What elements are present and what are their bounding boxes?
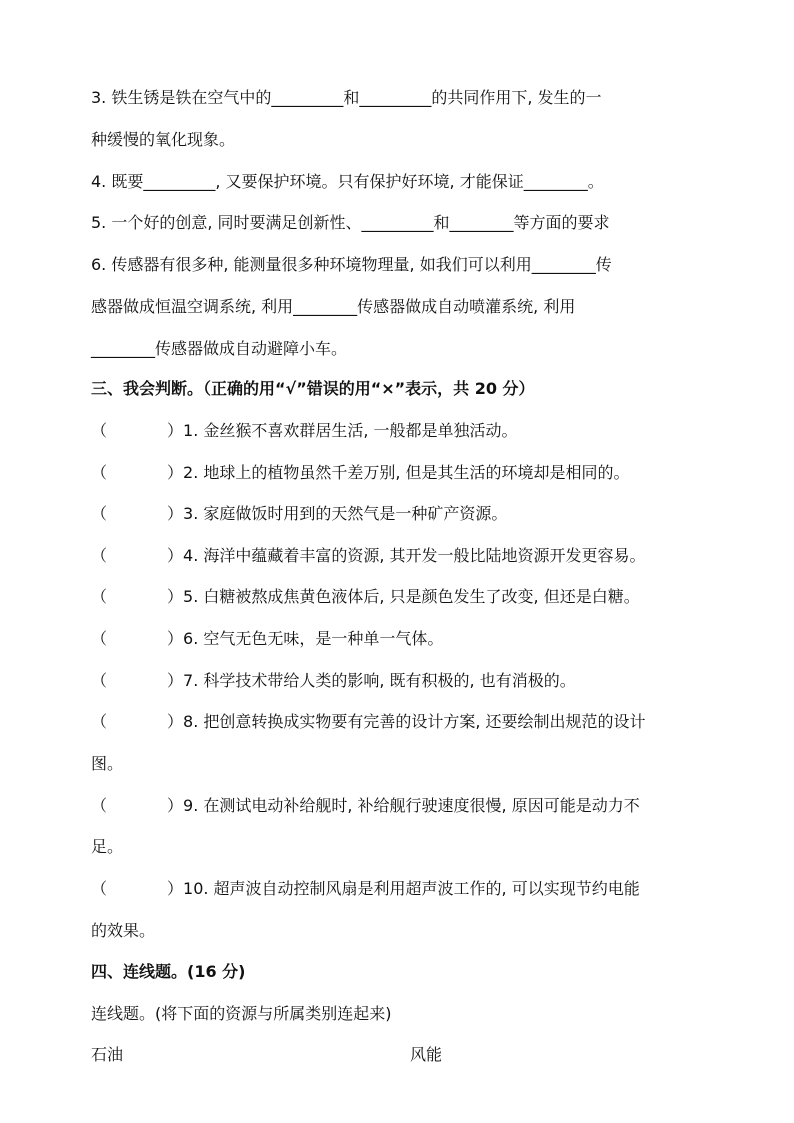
- paren-open: （: [91, 504, 108, 523]
- judge-item-4: [91, 544, 754, 568]
- section4-instruction: 连线题。(将下面的资源与所属类别连起来): [91, 1004, 392, 1023]
- judge-item-text: 6. 空气无色无味，是一种单一气体。: [183, 629, 444, 648]
- judge-item-7: [91, 669, 754, 693]
- judge-item-8: [91, 710, 754, 734]
- fill-q6-line1: 6. 传感器有很多种, 能测量很多种环境物理量, 如我们可以利用________传: [91, 255, 612, 274]
- paren-close: ）: [167, 796, 184, 815]
- section4-heading: 四、连线题。(16 分): [91, 962, 246, 981]
- judge-item-2: [91, 461, 754, 485]
- judge-item-9: [91, 794, 754, 818]
- matching-right-item: 风能: [410, 1045, 443, 1064]
- paren-close: ）: [167, 879, 184, 898]
- judge-item-8-continued: 图。: [91, 754, 124, 773]
- section3-heading: 三、我会判断。（正确的用“√”错误的用“×”表示，共 20 分）: [91, 379, 535, 398]
- paren-close: ）: [167, 629, 184, 648]
- judge-item-5: [91, 585, 754, 609]
- paren-open: （: [91, 463, 108, 482]
- judge-item-text: 8. 把创意转换成实物要有完善的设计方案, 还要绘制出规范的设计: [183, 712, 646, 731]
- paren-close: ）: [167, 504, 184, 523]
- paren-open: （: [91, 587, 108, 606]
- fill-q6-line3: ________传感器做成自动避障小车。: [91, 339, 348, 358]
- paren-open: （: [91, 629, 108, 648]
- judge-item-text: 9. 在测试电动补给舰时, 补给舰行驶速度很慢, 原因可能是动力不: [183, 796, 640, 815]
- paren-close: ）: [167, 463, 184, 482]
- judge-item-text: 3. 家庭做饭时用到的天然气是一种矿产资源。: [183, 504, 508, 523]
- paren-open: （: [91, 712, 108, 731]
- paren-open: （: [91, 546, 108, 565]
- fill-q4: 4. 既要_________, 又要保护环境。只有保护好环境, 才能保证________。: [91, 172, 604, 191]
- paren-close: ）: [167, 712, 184, 731]
- judge-item-text: 10. 超声波自动控制风扇是利用超声波工作的, 可以实现节约电能: [183, 879, 640, 898]
- fill-q6-line2: 感器做成恒温空调系统, 利用________传感器做成自动喷灌系统, 利用: [91, 297, 576, 316]
- judge-item-9-continued: 足。: [91, 837, 124, 856]
- judge-item-text: 2. 地球上的植物虽然千差万别, 但是其生活的环境却是相同的。: [183, 463, 630, 482]
- paren-close: ）: [167, 421, 184, 440]
- paren-open: （: [91, 879, 108, 898]
- paren-close: ）: [167, 671, 184, 690]
- fill-q5: 5. 一个好的创意, 同时要满足创新性、_________和________等方面的要求: [91, 213, 610, 232]
- paren-close: ）: [167, 546, 184, 565]
- matching-left-item: 石油: [91, 1045, 124, 1064]
- paren-open: （: [91, 671, 108, 690]
- paren-open: （: [91, 421, 108, 440]
- judge-item-3: [91, 502, 754, 526]
- paren-open: （: [91, 796, 108, 815]
- judge-item-text: 4. 海洋中蕴藏着丰富的资源, 其开发一般比陆地资源开发更容易。: [183, 546, 646, 565]
- paren-close: ）: [167, 587, 184, 606]
- judge-item-6: [91, 627, 754, 651]
- judge-item-1: [91, 419, 754, 443]
- judge-item-10: [91, 877, 754, 901]
- judge-item-text: 1. 金丝猴不喜欢群居生活, 一般都是单独活动。: [183, 421, 518, 440]
- judge-item-text: 5. 白糖被熬成焦黄色液体后, 只是颜色发生了改变, 但还是白糖。: [183, 587, 640, 606]
- judge-item-10-continued: 的效果。: [91, 921, 156, 940]
- fill-q3-line2: 种缓慢的氧化现象。: [91, 130, 236, 149]
- judge-item-text: 7. 科学技术带给人类的影响, 既有积极的, 也有消极的。: [183, 671, 576, 690]
- fill-q3-line1: 3. 铁生锈是铁在空气中的_________和_________的共同作用下, 发生的一: [91, 88, 602, 107]
